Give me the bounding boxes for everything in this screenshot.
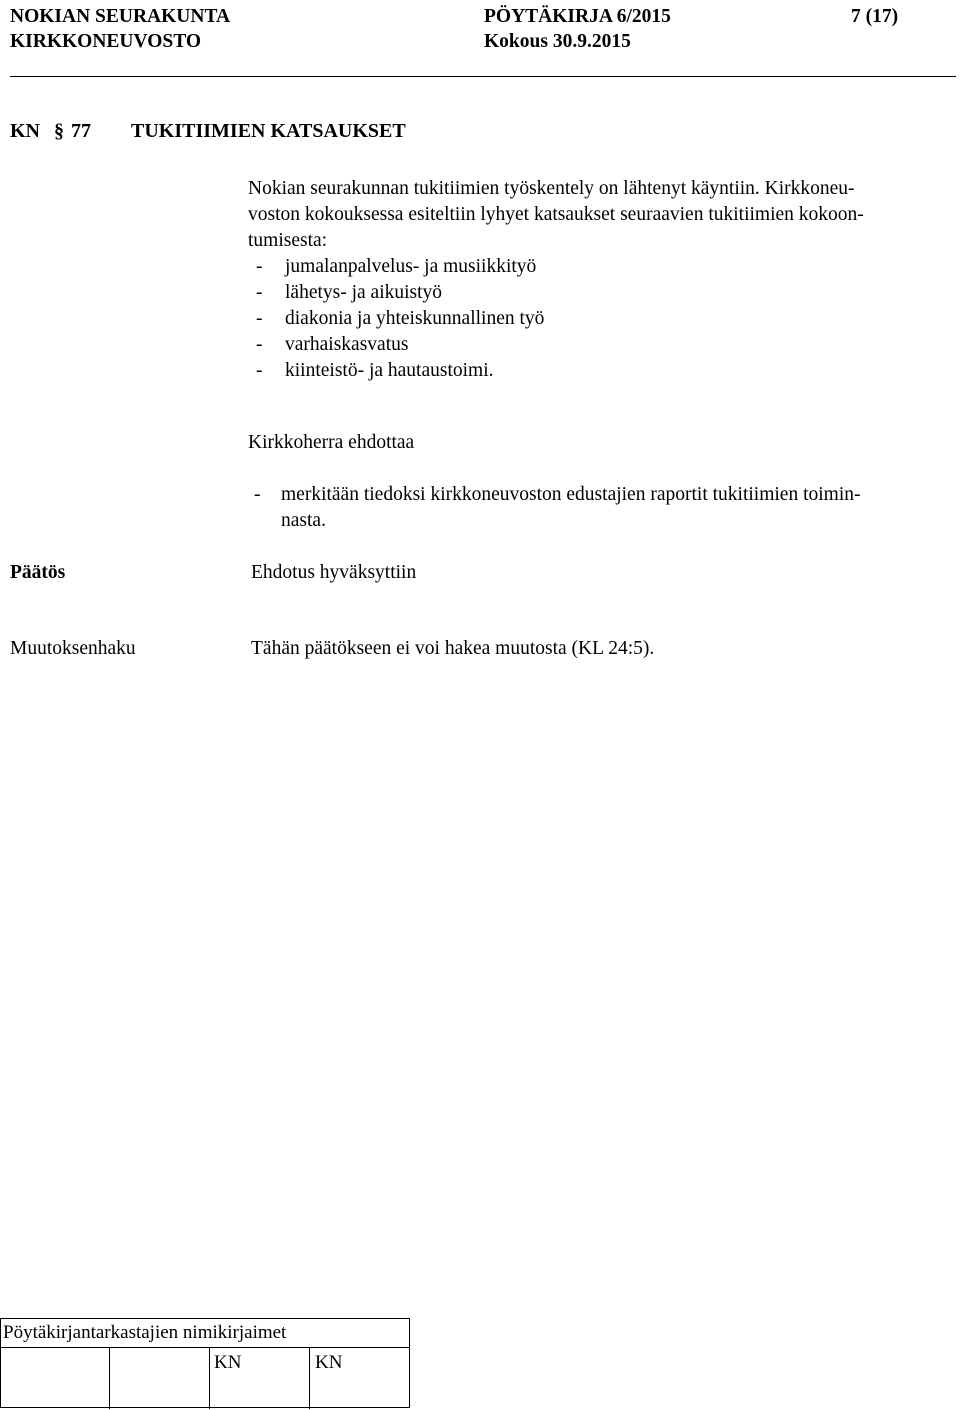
- decision-label: Päätös: [10, 562, 66, 583]
- proposal-text: [281, 482, 960, 534]
- list-dash: -: [256, 334, 263, 355]
- proposal-line-1: merkitään tiedoksi kirkkoneuvoston edustajien raportit tukitiimien toimin-: [281, 484, 861, 505]
- list-dash: -: [256, 256, 263, 277]
- signature-box-title: Pöytäkirjantarkastajien nimikirjaimet: [3, 1322, 287, 1343]
- proposal-dash: -: [254, 484, 261, 505]
- proposal-heading: Kirkkoherra ehdottaa: [248, 432, 415, 453]
- signature-cell-divider: [109, 1347, 110, 1409]
- list-item-text: varhaiskasvatus: [285, 334, 409, 355]
- list-item-text: lähetys- ja aikuistyö: [285, 282, 443, 303]
- signature-initials: KN: [315, 1352, 343, 1373]
- signature-cell-divider: [309, 1347, 310, 1409]
- section-number: 77: [71, 120, 91, 142]
- appeal-label: Muutoksenhaku: [10, 638, 136, 659]
- intro-line-1: Nokian seurakunnan tukitiimien työskentely on lähtenyt käyntiin. Kirkkoneu-: [248, 178, 855, 199]
- intro-line-2: voston kokouksessa esiteltiin lyhyet katsaukset seuraavien tukitiimien kokoon-: [248, 204, 864, 225]
- section-title: TUKITIIMIEN KATSAUKSET: [131, 120, 406, 142]
- signature-initials: KN: [214, 1352, 242, 1373]
- list-item-text: jumalanpalvelus- ja musiikkityö: [285, 256, 537, 277]
- proposal-line-2: nasta.: [281, 510, 326, 531]
- meeting-date: Kokous 30.9.2015: [484, 31, 631, 52]
- list-dash: -: [256, 282, 263, 303]
- decision-text: Ehdotus hyväksyttiin: [251, 562, 417, 583]
- header-divider: [10, 76, 956, 77]
- signature-cell-divider: [209, 1347, 210, 1409]
- list-dash: -: [256, 360, 263, 381]
- organization-name: NOKIAN SEURAKUNTA: [10, 6, 231, 27]
- list-item-text: kiinteistö- ja hautaustoimi.: [285, 360, 494, 381]
- document-number: PÖYTÄKIRJA 6/2015: [484, 6, 671, 27]
- section-symbol: §: [54, 120, 64, 142]
- governing-body: KIRKKONEUVOSTO: [10, 31, 202, 52]
- list-dash: -: [256, 308, 263, 329]
- signature-box-divider: [1, 1347, 409, 1348]
- appeal-text: Tähän päätökseen ei voi hakea muutosta (KL 24:5).: [251, 638, 655, 659]
- section-code: KN: [10, 120, 40, 142]
- page-number: 7 (17): [851, 6, 899, 27]
- signature-box: [0, 1318, 410, 1408]
- list-item-text: diakonia ja yhteiskunnallinen työ: [285, 308, 545, 329]
- intro-line-3: tumisesta:: [248, 230, 328, 251]
